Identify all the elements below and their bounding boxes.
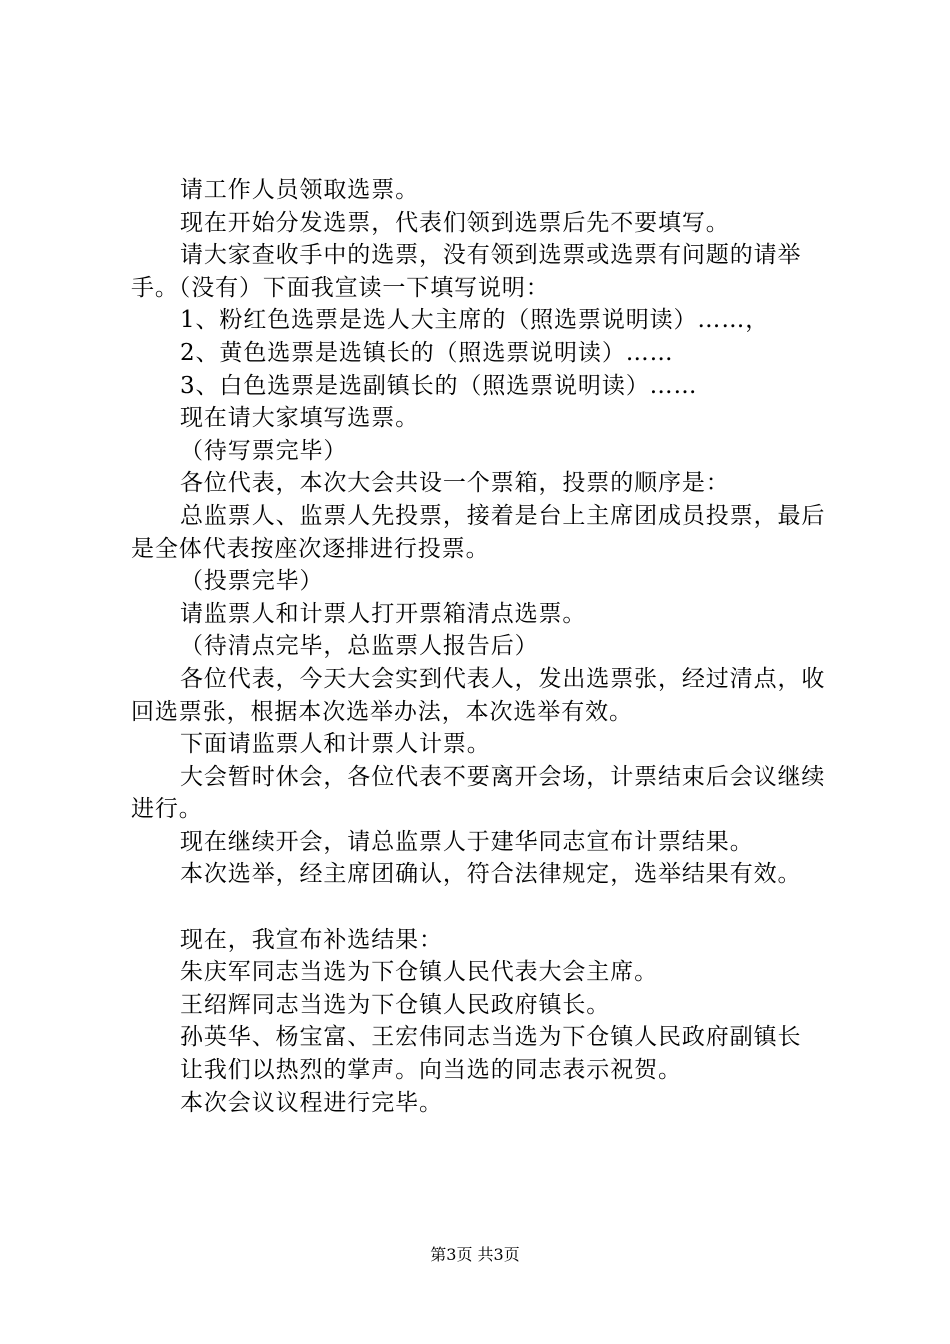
paragraph-yellow-ballot: 2、黄色选票是选镇长的（照选票说明读）…… <box>180 339 674 366</box>
paragraph-start-distribution: 现在开始分发选票，代表们领到选票后先不要填写。 <box>180 209 730 236</box>
paragraph-ballot-box: 各位代表，本次大会共设一个票箱，投票的顺序是： <box>180 470 730 497</box>
paragraph-voting-order: 总监票人、监票人先投票，接着是台上主席团成员投票，最后是全体代表按座次逐排进行投票。 <box>131 502 826 562</box>
paragraph-open-box: 请监票人和计票人打开票箱清点选票。 <box>180 600 587 627</box>
paragraph-attendance-report: 各位代表，今天大会实到代表人，发出选票张，经过清点，收回选票张，根据本次选举办法，本次选举有效。 <box>131 665 826 725</box>
paragraph-distribute-ballots: 请工作人员领取选票。 <box>180 177 419 203</box>
page-number-footer: 第3页 共3页 <box>430 1245 520 1264</box>
paragraph-announce-results: 现在，我宣布补选结果： <box>180 926 443 953</box>
paragraph-white-ballot: 3、白色选票是选副镇长的（照选票说明读）…… <box>180 372 698 399</box>
paragraph-check-ballots: 请大家查收手中的选票，没有领到选票或选票有问题的请举手。（没有）下面我宣读一下填写说明： <box>131 242 802 301</box>
paragraph-pink-ballot: 1、粉红色选票是选人大主席的（照选票说明读）……， <box>180 307 770 334</box>
paragraph-resume-meeting: 现在继续开会，请总监票人于建华同志宣布计票结果。 <box>180 828 754 855</box>
paragraph-counting-done: （待清点完毕，总监票人报告后） <box>180 633 539 660</box>
paragraph-fill-ballots: 现在请大家填写选票。 <box>180 405 419 432</box>
paragraph-result-chairman: 朱庆军同志当选为下仓镇人民代表大会主席。 <box>180 959 658 986</box>
paragraph-gap <box>131 891 843 924</box>
paragraph-writing-done: （待写票完毕） <box>180 437 348 464</box>
paragraph-result-mayor: 王绍辉同志当选为下仓镇人民政府镇长。 <box>180 991 611 1018</box>
paragraph-recess: 大会暂时休会，各位代表不要离开会场，计票结束后会议继续进行。 <box>131 763 826 823</box>
document-body <box>131 174 843 1119</box>
paragraph-election-valid: 本次选举，经主席团确认，符合法律规定，选举结果有效。 <box>180 861 802 888</box>
paragraph-result-deputy-mayors: 孙英华、杨宝富、王宏伟同志当选为下仓镇人民政府副镇长 <box>180 1024 802 1051</box>
paragraph-voting-done: （投票完毕） <box>180 568 324 595</box>
paragraph-applause: 让我们以热烈的掌声。向当选的同志表示祝贺。 <box>180 1057 682 1084</box>
paragraph-agenda-complete: 本次会议议程进行完毕。 <box>180 1089 443 1116</box>
paragraph-count-votes: 下面请监票人和计票人计票。 <box>180 731 491 758</box>
